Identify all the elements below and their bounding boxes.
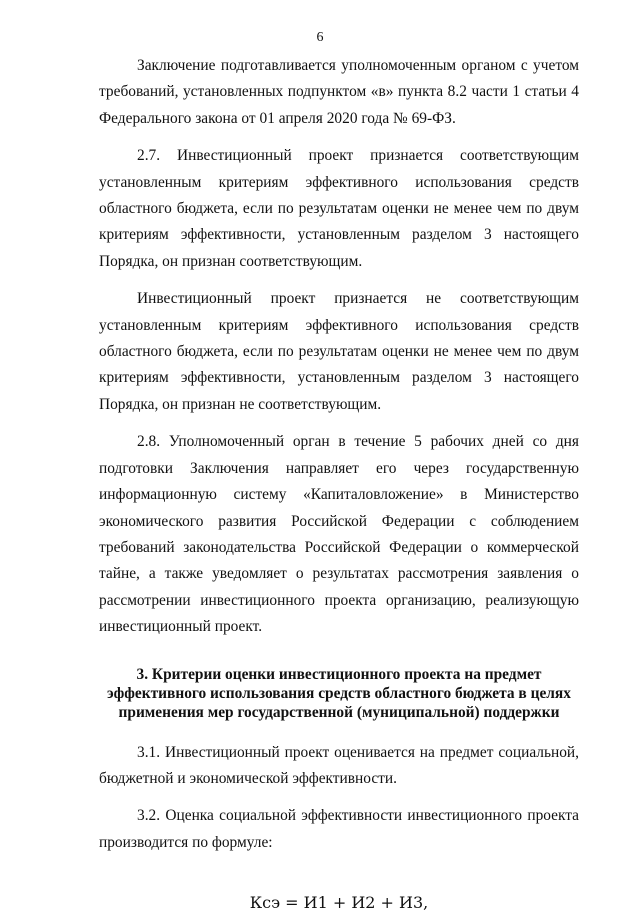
section-heading	[99, 665, 579, 722]
paragraph-3-2: 3.2. Оценка социальной эффективности инвестиционного проекта производится по формуле:	[99, 807, 579, 851]
paragraph-3-1: 3.1. Инвестиционный проект оценивается на предмет социальной, бюджетной и экономической эффективности.	[99, 743, 579, 787]
section-heading-line-3: применения мер государственной (муниципальной) поддержки	[118, 703, 560, 721]
section-heading-line-2: эффективного использования средств областного бюджета в целях	[107, 684, 571, 702]
document-body	[99, 53, 579, 917]
section-heading-line-1: 3. Критерии оценки инвестиционного проекта на предмет	[136, 665, 542, 683]
formula: Ксэ = И1 + И2 + И3,	[249, 893, 429, 913]
paragraph-conclusion: Заключение подготавливается уполномоченным органом с учетом требований, установленных подпунктом «в» пункта 8.2 части 1 статьи 4 Федерального закона от 01 апреля 2020 года № 69-ФЗ.	[99, 57, 579, 127]
page-number: 6	[316, 30, 324, 45]
paragraph-not-compliant: Инвестиционный проект признается не соответствующим установленным критериям эффективного использования средств областного бюджета, если по результатам оценки не менее чем по двум критериям эффективности, установленным разделом 3 настоящего Порядка, он признан не соответствующим.	[99, 290, 579, 413]
paragraph-2-7: 2.7. Инвестиционный проект признается соответствующим установленным критериям эффективного использования средств областного бюджета, если по результатам оценки не менее чем по двум критериям эффективности, установленным разделом 3 настоящего Порядка, он признан соответствующим.	[99, 147, 579, 270]
paragraph-2-8: 2.8. Уполномоченный орган в течение 5 рабочих дней со дня подготовки Заключения направляет его через государственную информационную систему «Капиталовложение» в Министерство экономического развития Российской Федерации с соблюдением требований законодательства Российской Федерации о коммерческой тайне, а также уведомляет о результатах рассмотрения заявления о рассмотрении инвестиционного проекта организацию, реализующую инвестиционный проект.	[99, 433, 579, 636]
